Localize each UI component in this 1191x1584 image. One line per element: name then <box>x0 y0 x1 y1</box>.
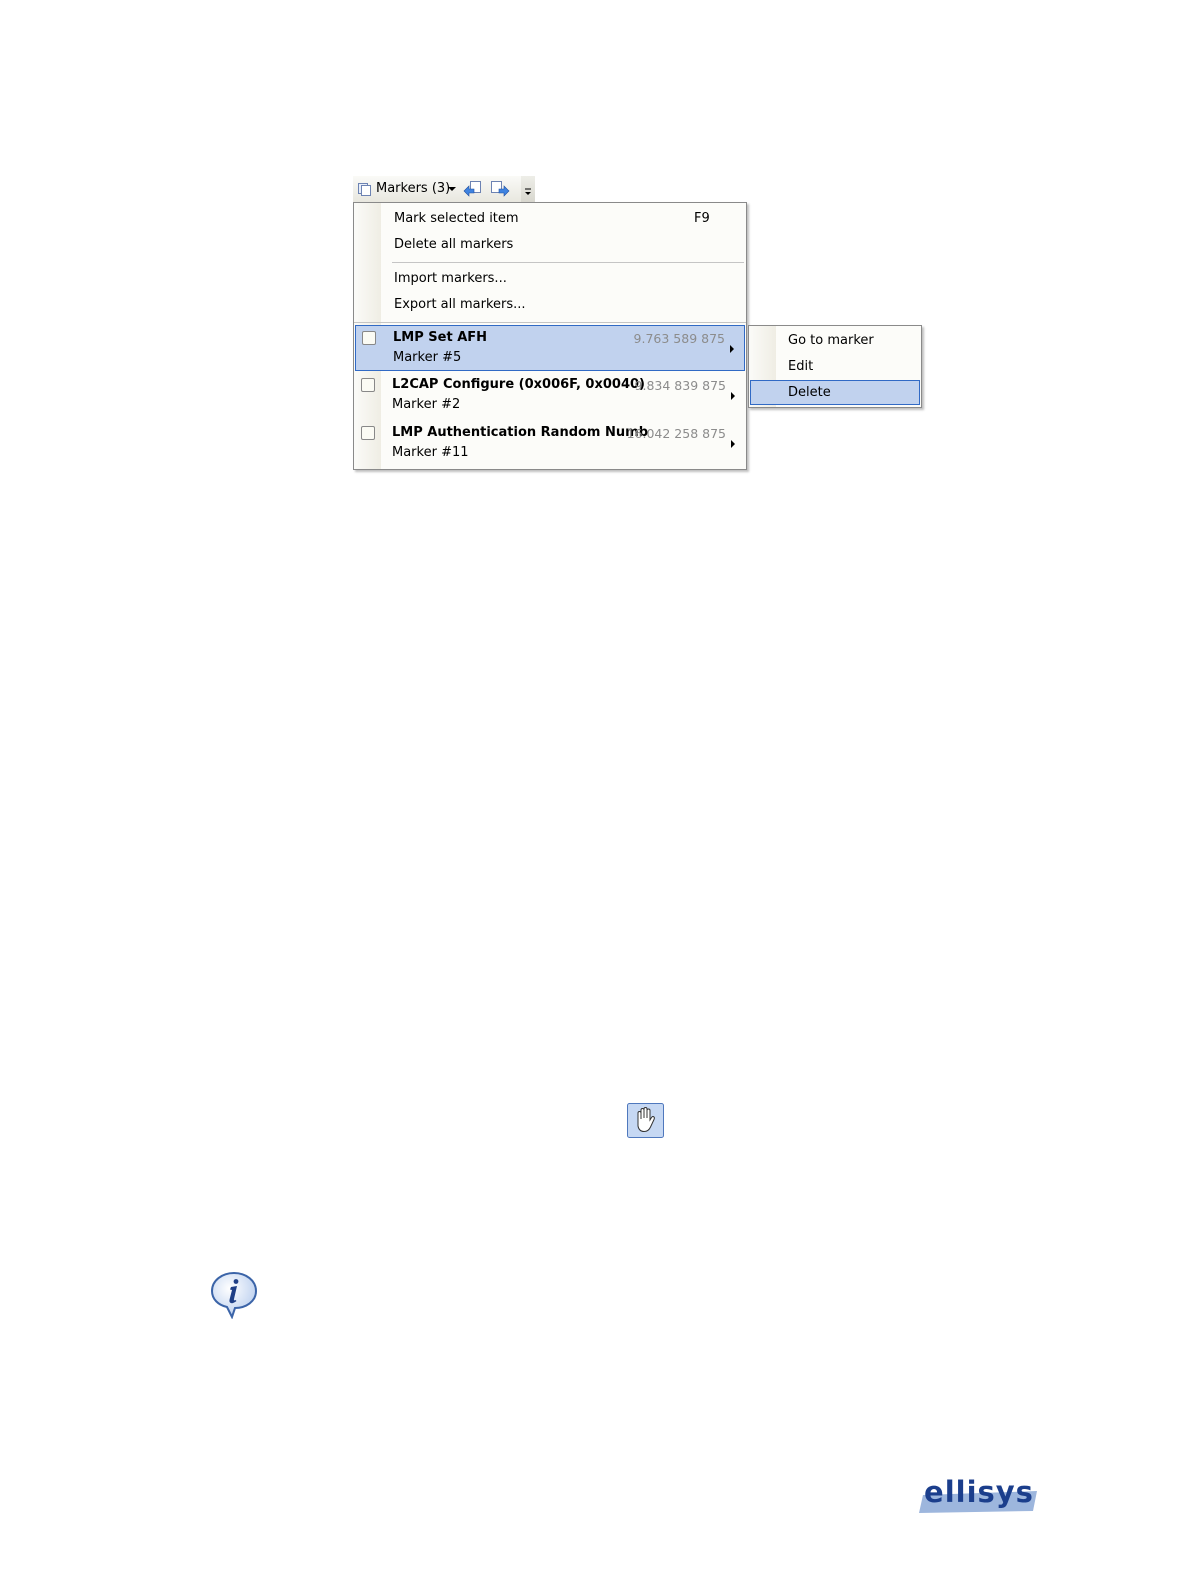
go-to-marker-label: Go to marker <box>788 333 874 348</box>
submenu-arrow-icon <box>730 345 734 353</box>
delete-all-markers-item[interactable]: Delete all markers <box>394 237 514 252</box>
marker-item[interactable] <box>355 373 745 419</box>
toolbar-overflow-button[interactable] <box>521 176 535 202</box>
export-markers-item[interactable]: Export all markers... <box>394 297 526 312</box>
dropdown-arrow-icon[interactable] <box>448 187 456 191</box>
marker-number: Marker #11 <box>392 445 469 460</box>
next-marker-icon[interactable] <box>490 180 510 198</box>
edit-marker-label: Edit <box>788 359 814 374</box>
marker-time: 9.763 589 875 <box>633 331 725 346</box>
logo-text: ellisys <box>924 1475 1034 1509</box>
marker-checkbox[interactable] <box>361 378 375 392</box>
edit-marker-item[interactable] <box>750 354 920 379</box>
mark-selected-item[interactable]: Mark selected item <box>394 211 519 226</box>
markers-button-label[interactable]: Markers (3) <box>376 181 451 196</box>
hand-icon <box>627 1103 664 1138</box>
previous-marker-icon[interactable] <box>463 180 483 198</box>
info-icon <box>209 1271 259 1319</box>
markers-icon <box>358 182 372 196</box>
go-to-marker-item[interactable] <box>750 328 920 353</box>
marker-item[interactable] <box>355 325 745 371</box>
submenu-arrow-icon <box>731 392 735 400</box>
marker-submenu <box>748 325 922 408</box>
overflow-icon <box>524 188 532 196</box>
hand-tool-button[interactable] <box>627 1103 664 1138</box>
markers-dropdown-menu <box>353 202 747 470</box>
marker-title: L2CAP Configure (0x006F, 0x0040) <box>392 377 645 392</box>
marker-time: 16.042 258 875 <box>626 426 726 441</box>
marker-title: LMP Authentication Random Numb <box>392 425 648 440</box>
marker-time: 9.834 839 875 <box>634 378 726 393</box>
menu-separator <box>392 262 744 263</box>
delete-marker-item[interactable] <box>750 380 920 405</box>
import-markers-item[interactable]: Import markers... <box>394 271 507 286</box>
submenu-arrow-icon <box>731 440 735 448</box>
marker-title: LMP Set AFH <box>393 330 488 345</box>
menu-separator <box>354 322 746 323</box>
delete-marker-label: Delete <box>788 385 831 400</box>
marker-number: Marker #5 <box>393 350 462 365</box>
marker-checkbox[interactable] <box>361 426 375 440</box>
marker-number: Marker #2 <box>392 397 461 412</box>
markers-toolbar <box>353 176 535 203</box>
marker-checkbox[interactable] <box>362 331 376 345</box>
marker-item[interactable] <box>355 421 745 467</box>
ellisys-logo <box>917 1473 1041 1515</box>
mark-selected-shortcut: F9 <box>694 211 710 226</box>
